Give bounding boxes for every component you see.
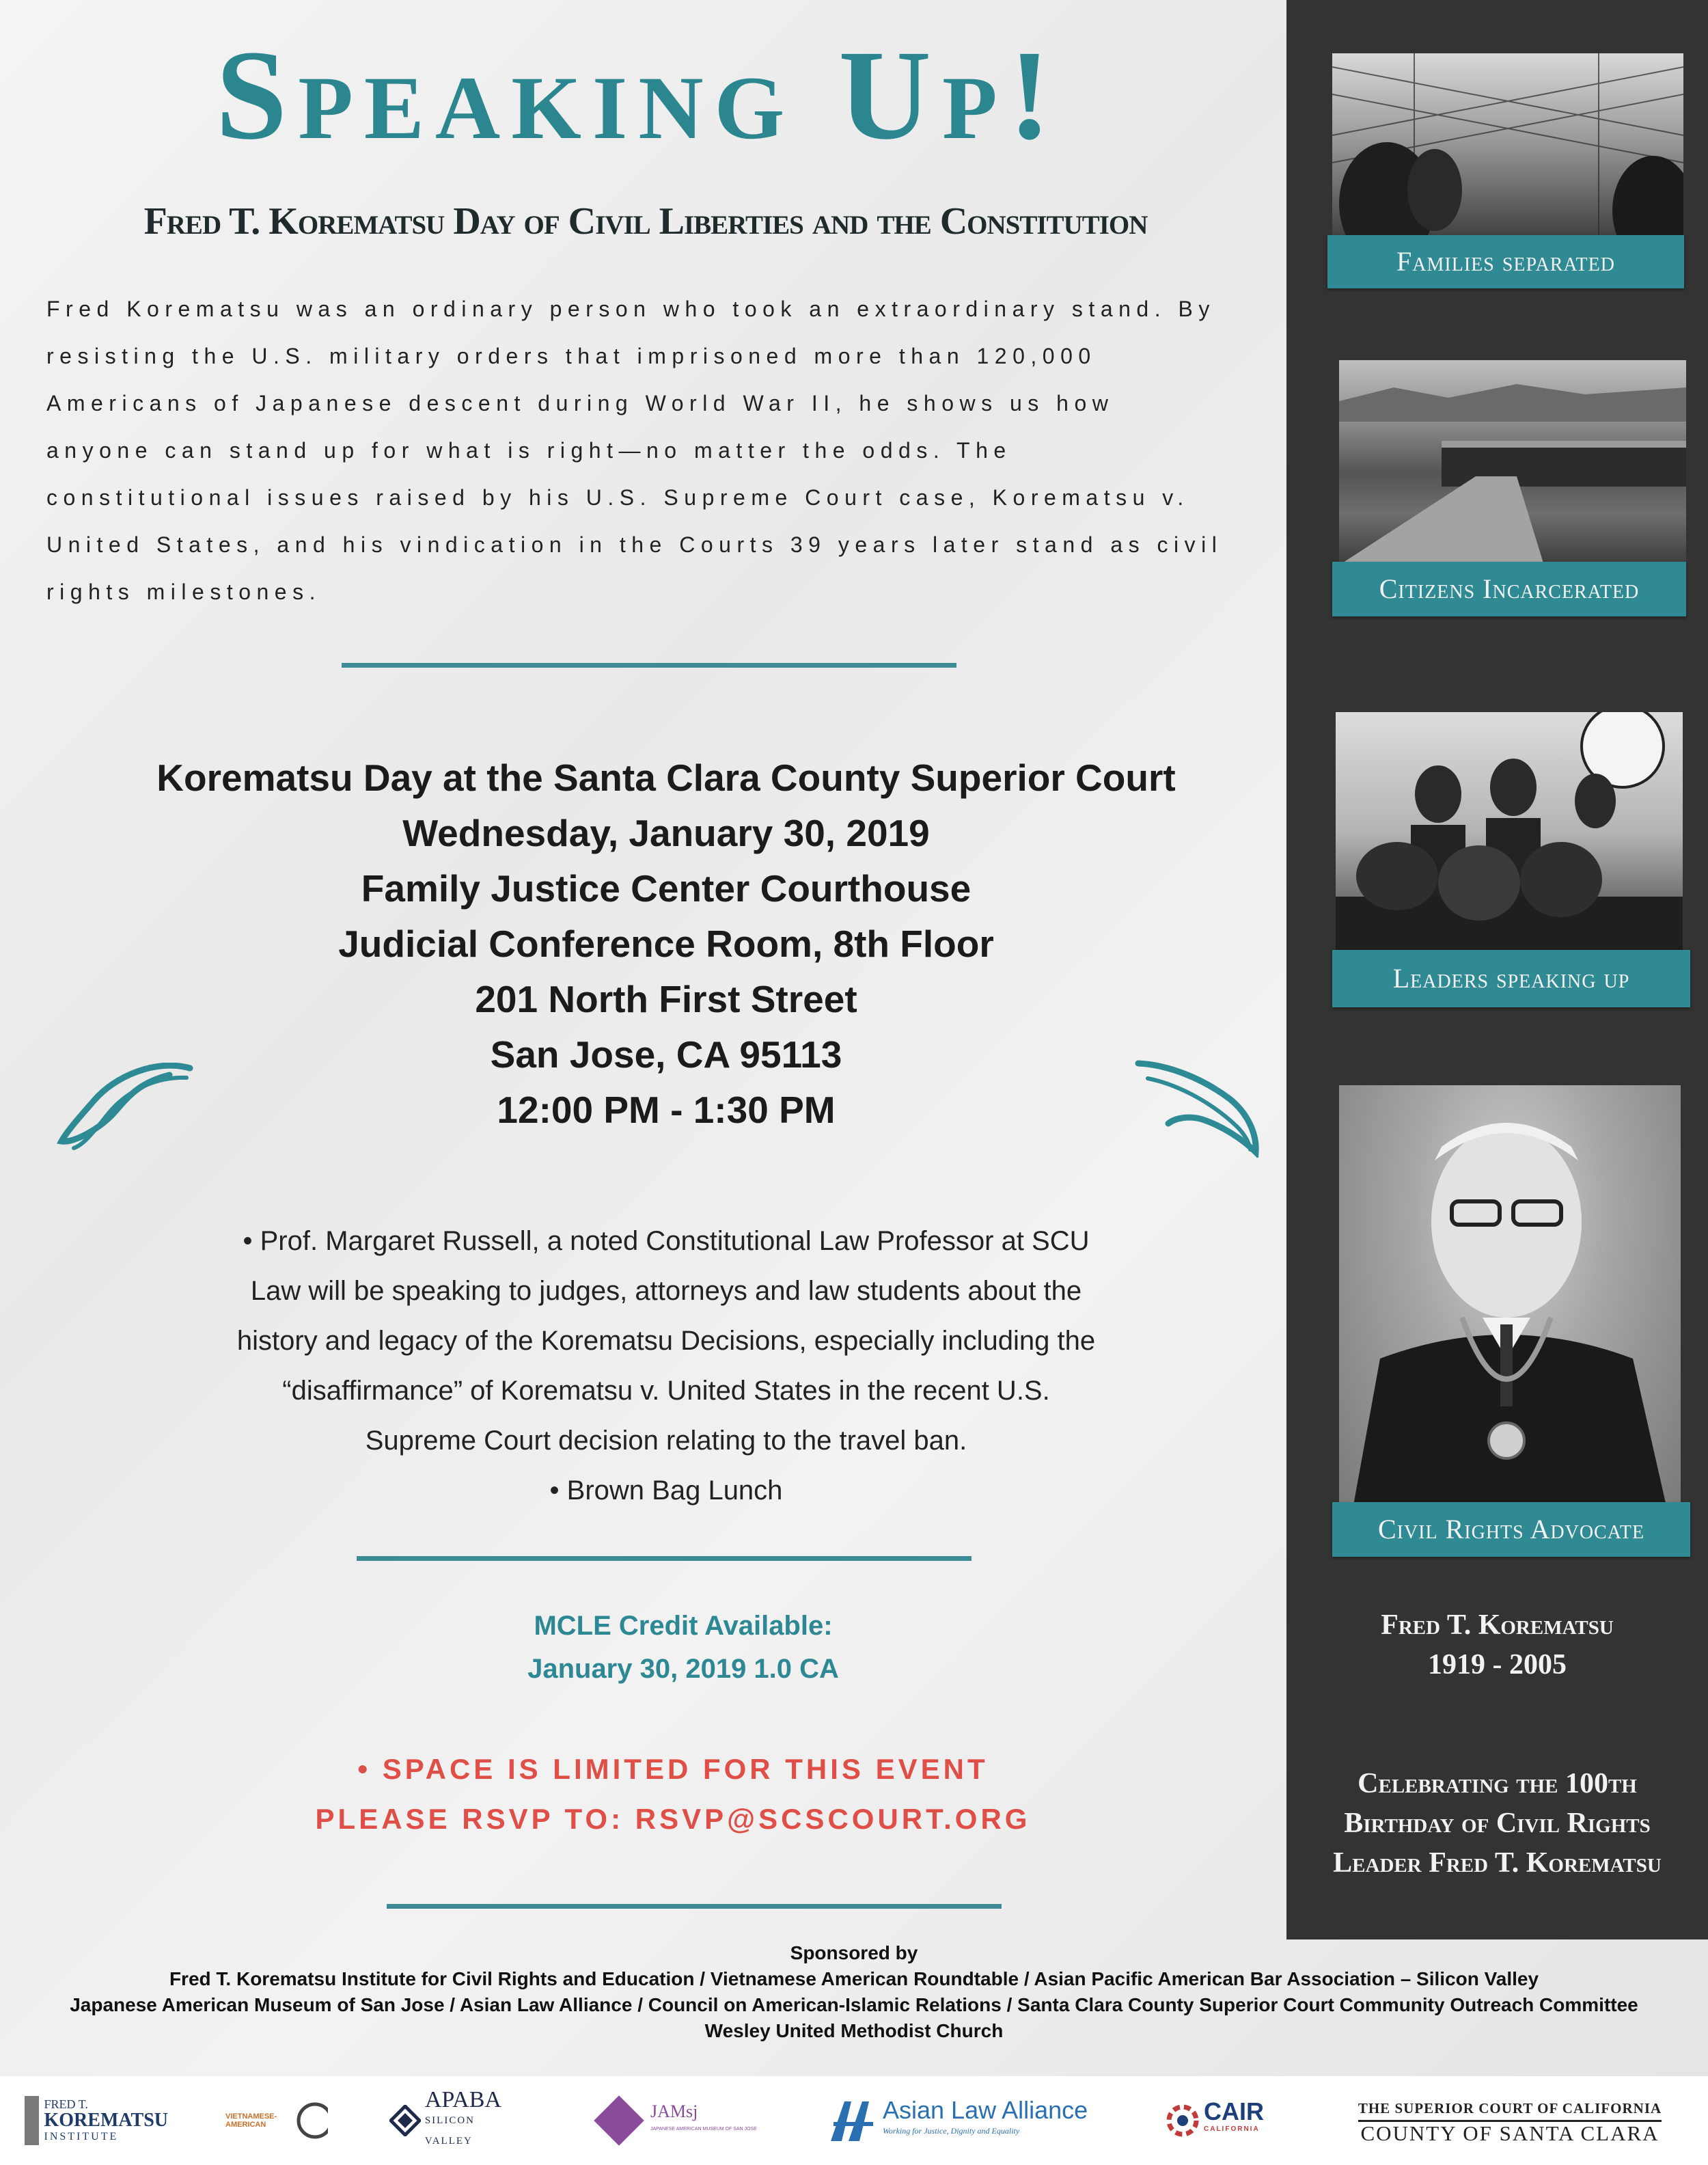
intro-line: rights milestones. — [46, 580, 321, 604]
event-time: 12:00 PM - 1:30 PM — [497, 1089, 836, 1131]
details-paragraph — [137, 1216, 1196, 1516]
logo-text: FRED T. — [44, 2097, 88, 2111]
superior-court-logo — [1339, 2091, 1681, 2150]
rsvp-notice: PLEASE RSVP TO: RSVP@SCSCOURT.ORG — [315, 1803, 1031, 1835]
intro-line: Americans of Japanese descent during World War II, he shows us how — [46, 391, 1114, 416]
caption-families-separated: Families separated — [1327, 235, 1684, 288]
honoree-name: Fred T. Korematsu — [1381, 1609, 1614, 1641]
event-line: Korematsu Day at the Santa Clara County Superior Court — [156, 757, 1176, 799]
jamsj-emblem-icon — [593, 2095, 645, 2147]
intro-line: Fred Korematsu was an ordinary person who took an extraordinary stand. By — [46, 297, 1215, 321]
intro-paragraph — [46, 286, 1249, 616]
page-title: Speaking Up! — [215, 23, 1062, 166]
mcle-detail: January 30, 2019 1.0 CA — [527, 1654, 839, 1684]
caption-civil-rights-advocate: Civil Rights Advocate — [1332, 1502, 1690, 1557]
details-line: “disaffirmance” of Korematsu v. United States in the recent U.S. — [282, 1376, 1050, 1406]
sponsors-heading: Sponsored by — [790, 1942, 918, 1963]
leaders-speaking-up-photo — [1336, 712, 1683, 953]
apaba-logo — [389, 2087, 526, 2150]
event-street: 201 North First Street — [475, 978, 857, 1020]
diamond-icon — [389, 2105, 421, 2136]
event-room: Judicial Conference Room, 8th Floor — [338, 923, 994, 965]
logo-text: SILICON VALLEY — [424, 2115, 475, 2147]
families-separated-photo — [1332, 53, 1683, 245]
citizens-incarcerated-photo — [1339, 360, 1686, 565]
event-venue: Family Justice Center Courthouse — [361, 867, 972, 910]
logo-text: CALIFORNIA — [1204, 2125, 1260, 2133]
logo-text: APABA — [424, 2087, 501, 2112]
intro-line: constitutional issues raised by his U.S. Supreme Court case, Korematsu v. — [46, 485, 1189, 510]
celebrating-line: Celebrating the 100th — [1358, 1768, 1637, 1799]
caption-leaders-speaking-up: Leaders speaking up — [1332, 950, 1690, 1007]
sponsors-line: Wesley United Methodist Church — [704, 2020, 1004, 2041]
logo-text: COUNTY OF SANTA CLARA — [1360, 2121, 1659, 2145]
logo-text: VIETNAMESE-AMERICAN — [225, 2112, 277, 2129]
details-line: • Brown Bag Lunch — [549, 1475, 783, 1506]
intro-line: United States, and his vindication in the Courts 39 years later stand as civil — [46, 532, 1223, 557]
jamsj-logo — [593, 2091, 771, 2150]
logo-text: INSTITUTE — [44, 2131, 119, 2142]
divider — [357, 1556, 972, 1561]
sponsors-line: Japanese American Museum of San Jose / Asian Law Alliance / Council on American-Islamic Relations / Santa Clara County Superior Court Community Outreach Committee — [70, 1994, 1638, 2015]
celebrating-line: Leader Fred T. Korematsu — [1333, 1847, 1662, 1879]
flourish-left-icon — [53, 1063, 194, 1152]
details-line: Supreme Court decision relating to the travel ban. — [365, 1426, 967, 1456]
event-date: Wednesday, January 30, 2019 — [402, 812, 930, 854]
portrait-icon — [25, 2096, 39, 2145]
mcle-heading: MCLE Credit Available: — [534, 1611, 833, 1641]
logo-text: KOREMATSU — [44, 2110, 168, 2131]
ring-icon — [294, 2100, 328, 2141]
caption-citizens-incarcerated: Citizens Incarcerated — [1332, 562, 1686, 616]
logo-text: CAIR — [1204, 2097, 1264, 2125]
intro-line: resisting the U.S. military orders that imprisoned more than 120,000 — [46, 344, 1097, 368]
flourish-right-icon — [1134, 1058, 1264, 1158]
logo-text: JAPANESE AMERICAN MUSEUM OF SAN JOSE — [650, 2127, 757, 2132]
sponsors-line: Fred T. Korematsu Institute for Civil Rights and Education / Vietnamese American Roundtable / Asian Pacific American Bar Association – Silicon Valley — [169, 1968, 1539, 1989]
logo-text: Asian Law Alliance — [883, 2096, 1088, 2124]
cair-logo — [1166, 2091, 1289, 2150]
logo-text: THE SUPERIOR COURT OF CALIFORNIA — [1358, 2097, 1662, 2122]
event-city: San Jose, CA 95113 — [490, 1033, 842, 1076]
ala-emblem-icon — [828, 2096, 877, 2145]
honoree-years: 1919 - 2005 — [1428, 1649, 1567, 1680]
divider — [387, 1904, 1002, 1909]
page-subtitle: Fred T. Korematsu Day of Civil Liberties and the Constitution — [143, 200, 1148, 243]
details-line: history and legacy of the Korematsu Decisions, especially including the — [236, 1326, 1096, 1356]
intro-line: anyone can stand up for what is right—no matter the odds. The — [46, 438, 1012, 463]
divider — [342, 663, 956, 668]
civil-rights-advocate-photo — [1339, 1085, 1681, 1509]
asian-law-alliance-logo — [828, 2091, 1115, 2150]
korematsu-institute-logo — [25, 2091, 168, 2150]
cair-emblem-icon — [1166, 2103, 1200, 2138]
logo-text: JAMsj — [650, 2101, 698, 2121]
vietnamese-roundtable-logo — [225, 2091, 328, 2150]
celebrating-line: Birthday of Civil Rights — [1344, 1808, 1651, 1839]
logo-text: Working for Justice, Dignity and Equality — [883, 2126, 1020, 2136]
details-line: Law will be speaking to judges, attorneys and law students about the — [250, 1276, 1082, 1306]
details-line: • Prof. Margaret Russell, a noted Constitutional Law Professor at SCU — [243, 1226, 1090, 1256]
space-limited-notice: • SPACE IS LIMITED FOR THIS EVENT — [357, 1753, 989, 1785]
